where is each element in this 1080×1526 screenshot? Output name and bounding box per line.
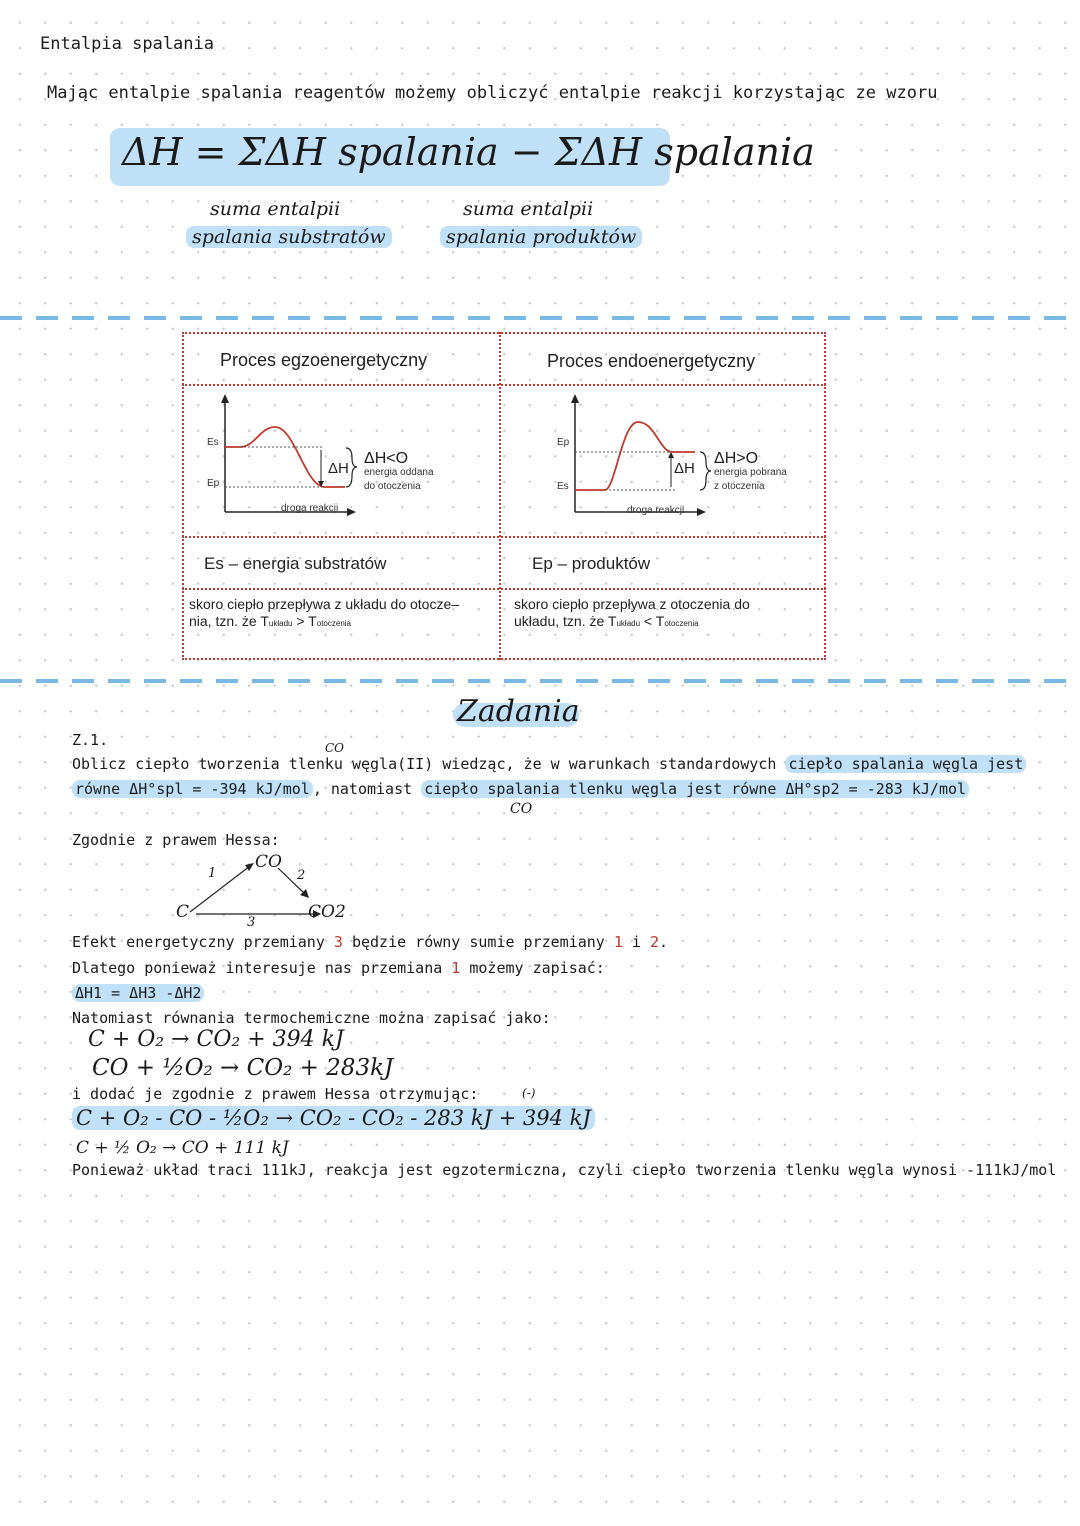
exo-energy-diagram [200, 392, 490, 522]
table-divider-vertical [499, 332, 501, 660]
table-divider-3 [182, 588, 826, 590]
left-def [204, 554, 386, 574]
hess-n2: 2 [297, 868, 306, 883]
hess-c: C [176, 902, 190, 922]
equation-4: C + ½ O₂ → CO + 111 kJ [76, 1138, 289, 1158]
formula-left-note-2: spalania substratów [186, 226, 392, 248]
exo-note-2: do otoczenia [364, 481, 421, 492]
right-desc [514, 596, 750, 632]
hess-co: CO [255, 852, 282, 872]
thermo-intro: Natomiast równania termochemiczne można zapisać jako: [72, 1009, 551, 1027]
add-line: i dodać je zgodnie z prawem Hessa otrzymując: [72, 1085, 479, 1103]
formula-left-note-1: suma entalpii [210, 198, 341, 220]
equation-1: C + O₂ → CO₂ + 394 kJ [88, 1027, 344, 1052]
hess-intro: Zgodnie z prawem Hessa: [72, 831, 280, 849]
exo-es-label: Es [207, 437, 219, 448]
hess-n3: 3 [247, 915, 256, 930]
formula-main: ΔH = ΣΔH spalania − ΣΔH spalania [122, 130, 815, 174]
formula-right-note-1: suma entalpii [463, 198, 594, 220]
exo-dh-label: ΔH [328, 460, 349, 477]
table-divider-2 [182, 536, 826, 538]
co-note-2: CO [510, 801, 533, 817]
left-desc-line-2: nia, tzn. że Tukładu > Totoczenia [189, 613, 351, 629]
endo-note-2: z otoczenia [714, 481, 765, 492]
endo-xlabel: droga reakcji [627, 505, 685, 516]
formula-right-note-2: spalania produktów [440, 226, 642, 248]
right-def [532, 554, 650, 574]
intro-text: Mając entalpie spalania reagentów możemy obliczyć entalpie reakcji korzystając ze wzoru [47, 83, 938, 103]
exo-xlabel: droga reakcji [281, 503, 339, 514]
left-desc-line-1: skoro ciepło przepływa z układu do otocze– [189, 596, 460, 612]
endo-dh-label: ΔH [674, 460, 695, 477]
right-def-text: – produktów [557, 554, 651, 573]
endo-ep-label: Ep [557, 437, 570, 448]
right-header: Proces endoenergetyczny [547, 351, 756, 371]
left-def-symbol: Es [204, 554, 224, 573]
because-line: Dlatego ponieważ interesuje nas przemiana 1 możemy zapisać: [72, 959, 605, 977]
right-desc-line-2: układu, tzn. że Tukładu < Totoczenia [514, 613, 699, 629]
endo-energy-diagram [550, 392, 840, 522]
tasks-heading: Zadania [457, 694, 580, 729]
dashed-separator-top [0, 316, 1080, 320]
co-note: CO [325, 741, 345, 755]
task-line-2: równe ΔH°spl = -394 kJ/mol , natomiast ciepło spalania tlenku węgla jest równe ΔH°sp2 = -283 kJ/mol [72, 780, 969, 798]
exo-note-1: energia oddana [364, 467, 434, 478]
left-def-text: – energia substratów [228, 554, 387, 573]
equation-3: C + O₂ - CO - ½O₂ → CO₂ - CO₂ - 283 kJ + 394 kJ [72, 1106, 595, 1130]
exo-ep-label: Ep [207, 478, 220, 489]
delta-equation: ΔH1 = ΔH3 -ΔH2 [72, 984, 204, 1002]
equation-2: CO + ½O₂ → CO₂ + 283kJ [92, 1055, 394, 1081]
conclusion: Ponieważ układ traci 111kJ, reakcja jest egzotermiczna, czyli ciepło tworzenia tlenku węgla wynosi -111kJ/mol [72, 1161, 1057, 1179]
endo-note-1: energia pobrana [714, 467, 787, 478]
minus-note: (-) [522, 1086, 536, 1100]
exo-sign: ΔH<O [364, 450, 409, 467]
endo-es-label: Es [557, 481, 569, 492]
task-line-1: Oblicz ciepło tworzenia tlenku węgla(II) wiedząc, że w warunkach standardowych ciepło spalania węgla jest [72, 755, 1026, 773]
dashed-separator-bottom [0, 679, 1080, 683]
hess-n1: 1 [208, 866, 217, 881]
left-header: Proces egzoenergetyczny [220, 350, 428, 370]
endo-sign: ΔH>O [714, 450, 759, 467]
right-def-symbol: Ep [532, 554, 553, 573]
table-divider-1 [182, 384, 826, 386]
left-desc [189, 596, 459, 632]
task-number: Z.1. [72, 731, 109, 749]
hess-co2: CO2 [308, 902, 346, 922]
effect-line: Efekt energetyczny przemiany 3 będzie równy sumie przemiany 1 i 2. [72, 933, 669, 951]
right-desc-line-1: skoro ciepło przepływa z otoczenia do [514, 596, 750, 612]
page-title: Entalpia spalania [40, 34, 214, 54]
